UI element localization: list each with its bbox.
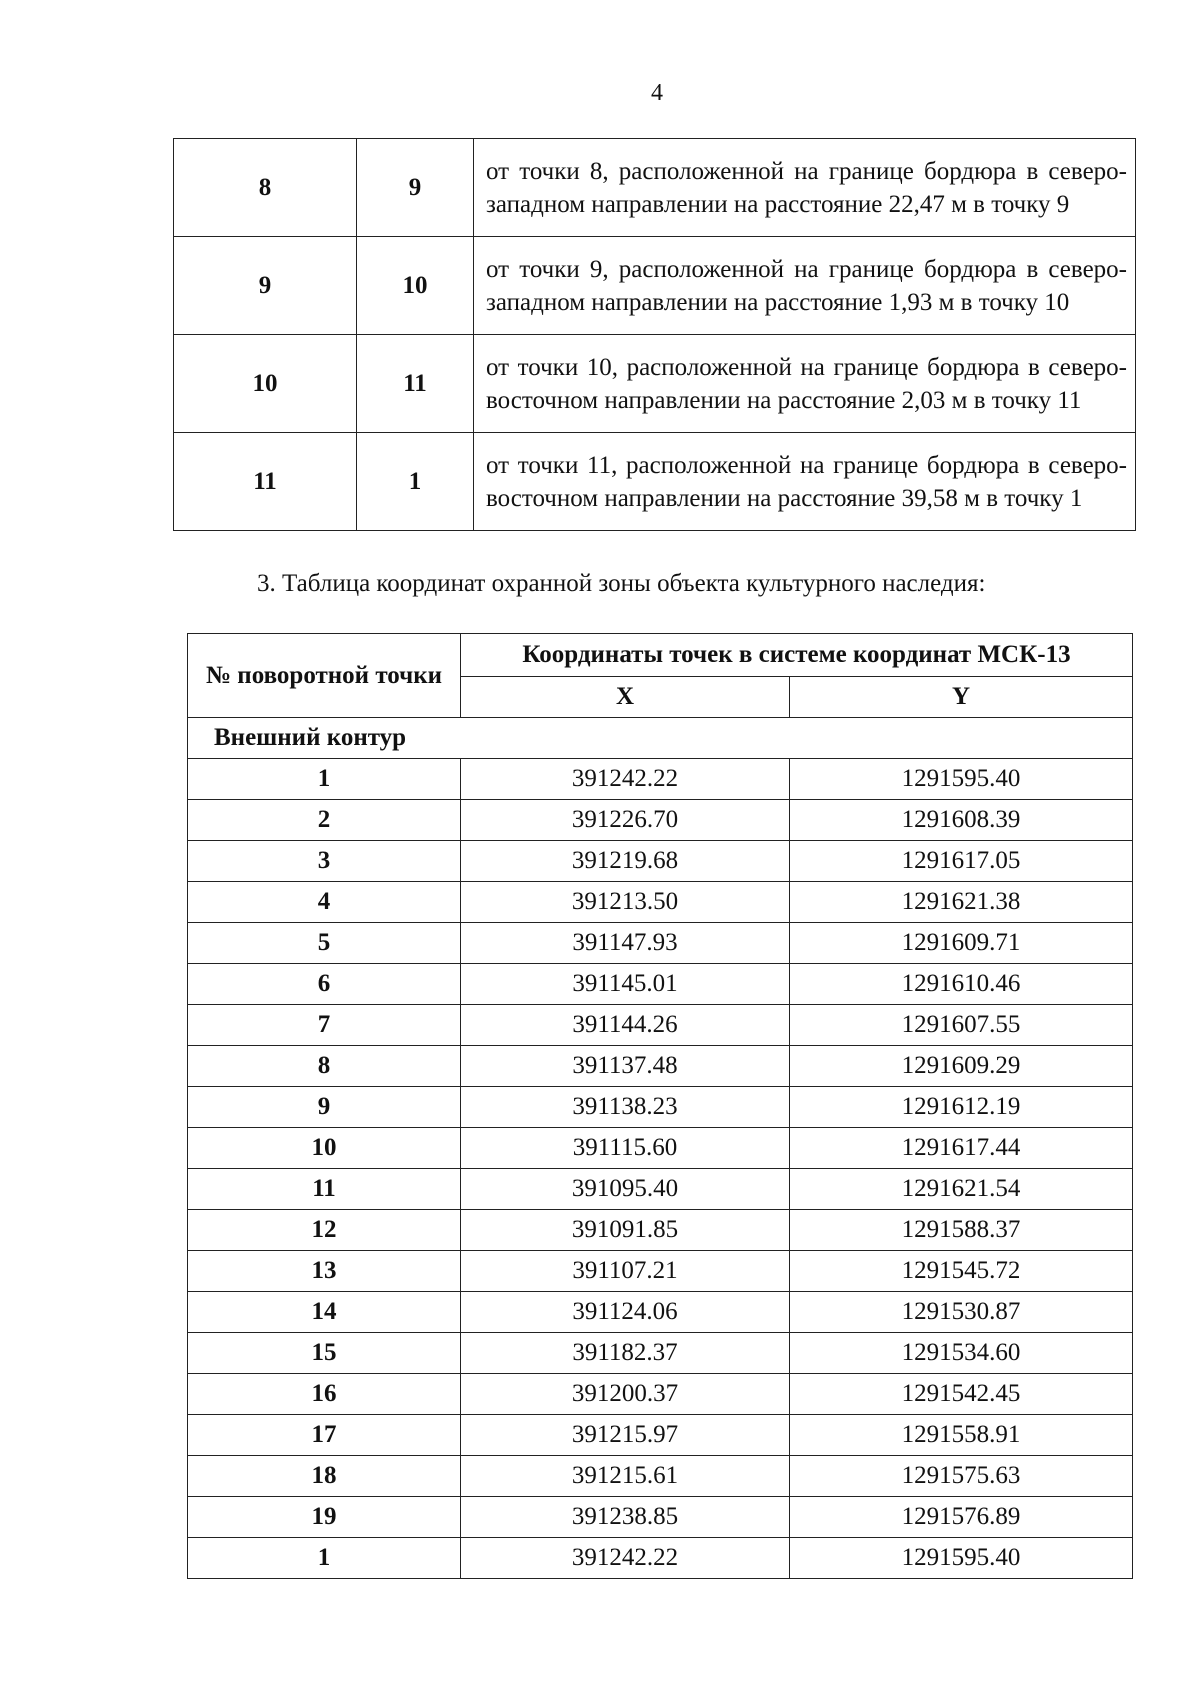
coordinate-row xyxy=(188,923,1133,964)
point-number: 1 xyxy=(188,759,461,800)
coord-x: 391182.37 xyxy=(461,1333,790,1374)
point-number: 5 xyxy=(188,923,461,964)
coord-y: 1291575.63 xyxy=(790,1456,1133,1497)
coordinate-row xyxy=(188,1538,1133,1579)
header-x: X xyxy=(461,677,790,718)
coord-x: 391242.22 xyxy=(461,759,790,800)
coord-x: 391115.60 xyxy=(461,1128,790,1169)
coord-y: 1291545.72 xyxy=(790,1251,1133,1292)
coordinate-row xyxy=(188,1087,1133,1128)
point-number: 18 xyxy=(188,1456,461,1497)
coordinate-row xyxy=(188,1456,1133,1497)
coord-x: 391215.61 xyxy=(461,1456,790,1497)
coordinate-row xyxy=(188,882,1133,923)
coord-y: 1291609.29 xyxy=(790,1046,1133,1087)
coordinate-row xyxy=(188,1169,1133,1210)
section-heading: 3. Таблица координат охранной зоны объекта культурного наследия: xyxy=(257,570,986,597)
coordinate-row xyxy=(188,759,1133,800)
page-number: 4 xyxy=(651,80,663,106)
segment-row xyxy=(174,237,1136,335)
coord-x: 391137.48 xyxy=(461,1046,790,1087)
point-number: 15 xyxy=(188,1333,461,1374)
coordinate-row xyxy=(188,841,1133,882)
point-number: 16 xyxy=(188,1374,461,1415)
segments-table xyxy=(173,138,1136,531)
coordinate-row xyxy=(188,1251,1133,1292)
coordinate-row xyxy=(188,1210,1133,1251)
coord-y: 1291530.87 xyxy=(790,1292,1133,1333)
segment-from: 8 xyxy=(174,139,357,237)
segment-from: 9 xyxy=(174,237,357,335)
segment-description: от точки 11, расположенной на границе бордюра в северо-восточном направлении на расстояние 39,58 м в точку 1 xyxy=(474,433,1136,531)
point-number: 13 xyxy=(188,1251,461,1292)
point-number: 17 xyxy=(188,1415,461,1456)
coordinate-row xyxy=(188,1374,1133,1415)
coord-y: 1291621.54 xyxy=(790,1169,1133,1210)
coord-y: 1291588.37 xyxy=(790,1210,1133,1251)
coord-x: 391095.40 xyxy=(461,1169,790,1210)
coord-y: 1291558.91 xyxy=(790,1415,1133,1456)
segment-to: 9 xyxy=(357,139,474,237)
coordinate-row xyxy=(188,964,1133,1005)
coord-y: 1291534.60 xyxy=(790,1333,1133,1374)
segment-to: 11 xyxy=(357,335,474,433)
header-point-number: № поворотной точки xyxy=(188,634,461,718)
coord-y: 1291609.71 xyxy=(790,923,1133,964)
coord-y: 1291607.55 xyxy=(790,1005,1133,1046)
point-number: 10 xyxy=(188,1128,461,1169)
coord-x: 391138.23 xyxy=(461,1087,790,1128)
segment-row xyxy=(174,433,1136,531)
point-number: 7 xyxy=(188,1005,461,1046)
coord-x: 391145.01 xyxy=(461,964,790,1005)
coord-y: 1291610.46 xyxy=(790,964,1133,1005)
coordinate-row xyxy=(188,800,1133,841)
coord-x: 391107.21 xyxy=(461,1251,790,1292)
coord-y: 1291542.45 xyxy=(790,1374,1133,1415)
segment-row xyxy=(174,139,1136,237)
coord-x: 391215.97 xyxy=(461,1415,790,1456)
coord-y: 1291617.44 xyxy=(790,1128,1133,1169)
coord-x: 391091.85 xyxy=(461,1210,790,1251)
point-number: 6 xyxy=(188,964,461,1005)
coordinate-row xyxy=(188,1497,1133,1538)
coord-x: 391124.06 xyxy=(461,1292,790,1333)
coord-x: 391242.22 xyxy=(461,1538,790,1579)
point-number: 14 xyxy=(188,1292,461,1333)
point-number: 3 xyxy=(188,841,461,882)
coordinate-row xyxy=(188,1415,1133,1456)
coordinate-row xyxy=(188,1046,1133,1087)
coord-x: 391238.85 xyxy=(461,1497,790,1538)
point-number: 8 xyxy=(188,1046,461,1087)
coordinate-row xyxy=(188,1292,1133,1333)
coord-y: 1291612.19 xyxy=(790,1087,1133,1128)
point-number: 19 xyxy=(188,1497,461,1538)
coord-x: 391226.70 xyxy=(461,800,790,841)
coord-x: 391219.68 xyxy=(461,841,790,882)
coord-y: 1291617.05 xyxy=(790,841,1133,882)
contour-label: Внешний контур xyxy=(188,718,1133,759)
coord-x: 391200.37 xyxy=(461,1374,790,1415)
coord-y: 1291595.40 xyxy=(790,759,1133,800)
point-number: 1 xyxy=(188,1538,461,1579)
coordinates-table xyxy=(187,633,1133,1579)
point-number: 12 xyxy=(188,1210,461,1251)
point-number: 11 xyxy=(188,1169,461,1210)
coord-x: 391213.50 xyxy=(461,882,790,923)
header-y: Y xyxy=(790,677,1133,718)
segment-description: от точки 9, расположенной на границе бордюра в северо-западном направлении на расстояние 1,93 м в точку 10 xyxy=(474,237,1136,335)
point-number: 2 xyxy=(188,800,461,841)
point-number: 4 xyxy=(188,882,461,923)
segment-description: от точки 10, расположенной на границе бордюра в северо-восточном направлении на расстояние 2,03 м в точку 11 xyxy=(474,335,1136,433)
coord-y: 1291595.40 xyxy=(790,1538,1133,1579)
segment-to: 10 xyxy=(357,237,474,335)
point-number: 9 xyxy=(188,1087,461,1128)
coord-y: 1291621.38 xyxy=(790,882,1133,923)
contour-row xyxy=(188,718,1133,759)
segment-from: 11 xyxy=(174,433,357,531)
coordinate-row xyxy=(188,1005,1133,1046)
segment-row xyxy=(174,335,1136,433)
coord-y: 1291576.89 xyxy=(790,1497,1133,1538)
header-coordinates: Координаты точек в системе координат МСК-13 xyxy=(461,634,1133,677)
coordinate-row xyxy=(188,1333,1133,1374)
coordinate-row xyxy=(188,1128,1133,1169)
coord-x: 391147.93 xyxy=(461,923,790,964)
coord-y: 1291608.39 xyxy=(790,800,1133,841)
segment-to: 1 xyxy=(357,433,474,531)
segment-from: 10 xyxy=(174,335,357,433)
segment-description: от точки 8, расположенной на границе бордюра в северо-западном направлении на расстояние 22,47 м в точку 9 xyxy=(474,139,1136,237)
coord-x: 391144.26 xyxy=(461,1005,790,1046)
